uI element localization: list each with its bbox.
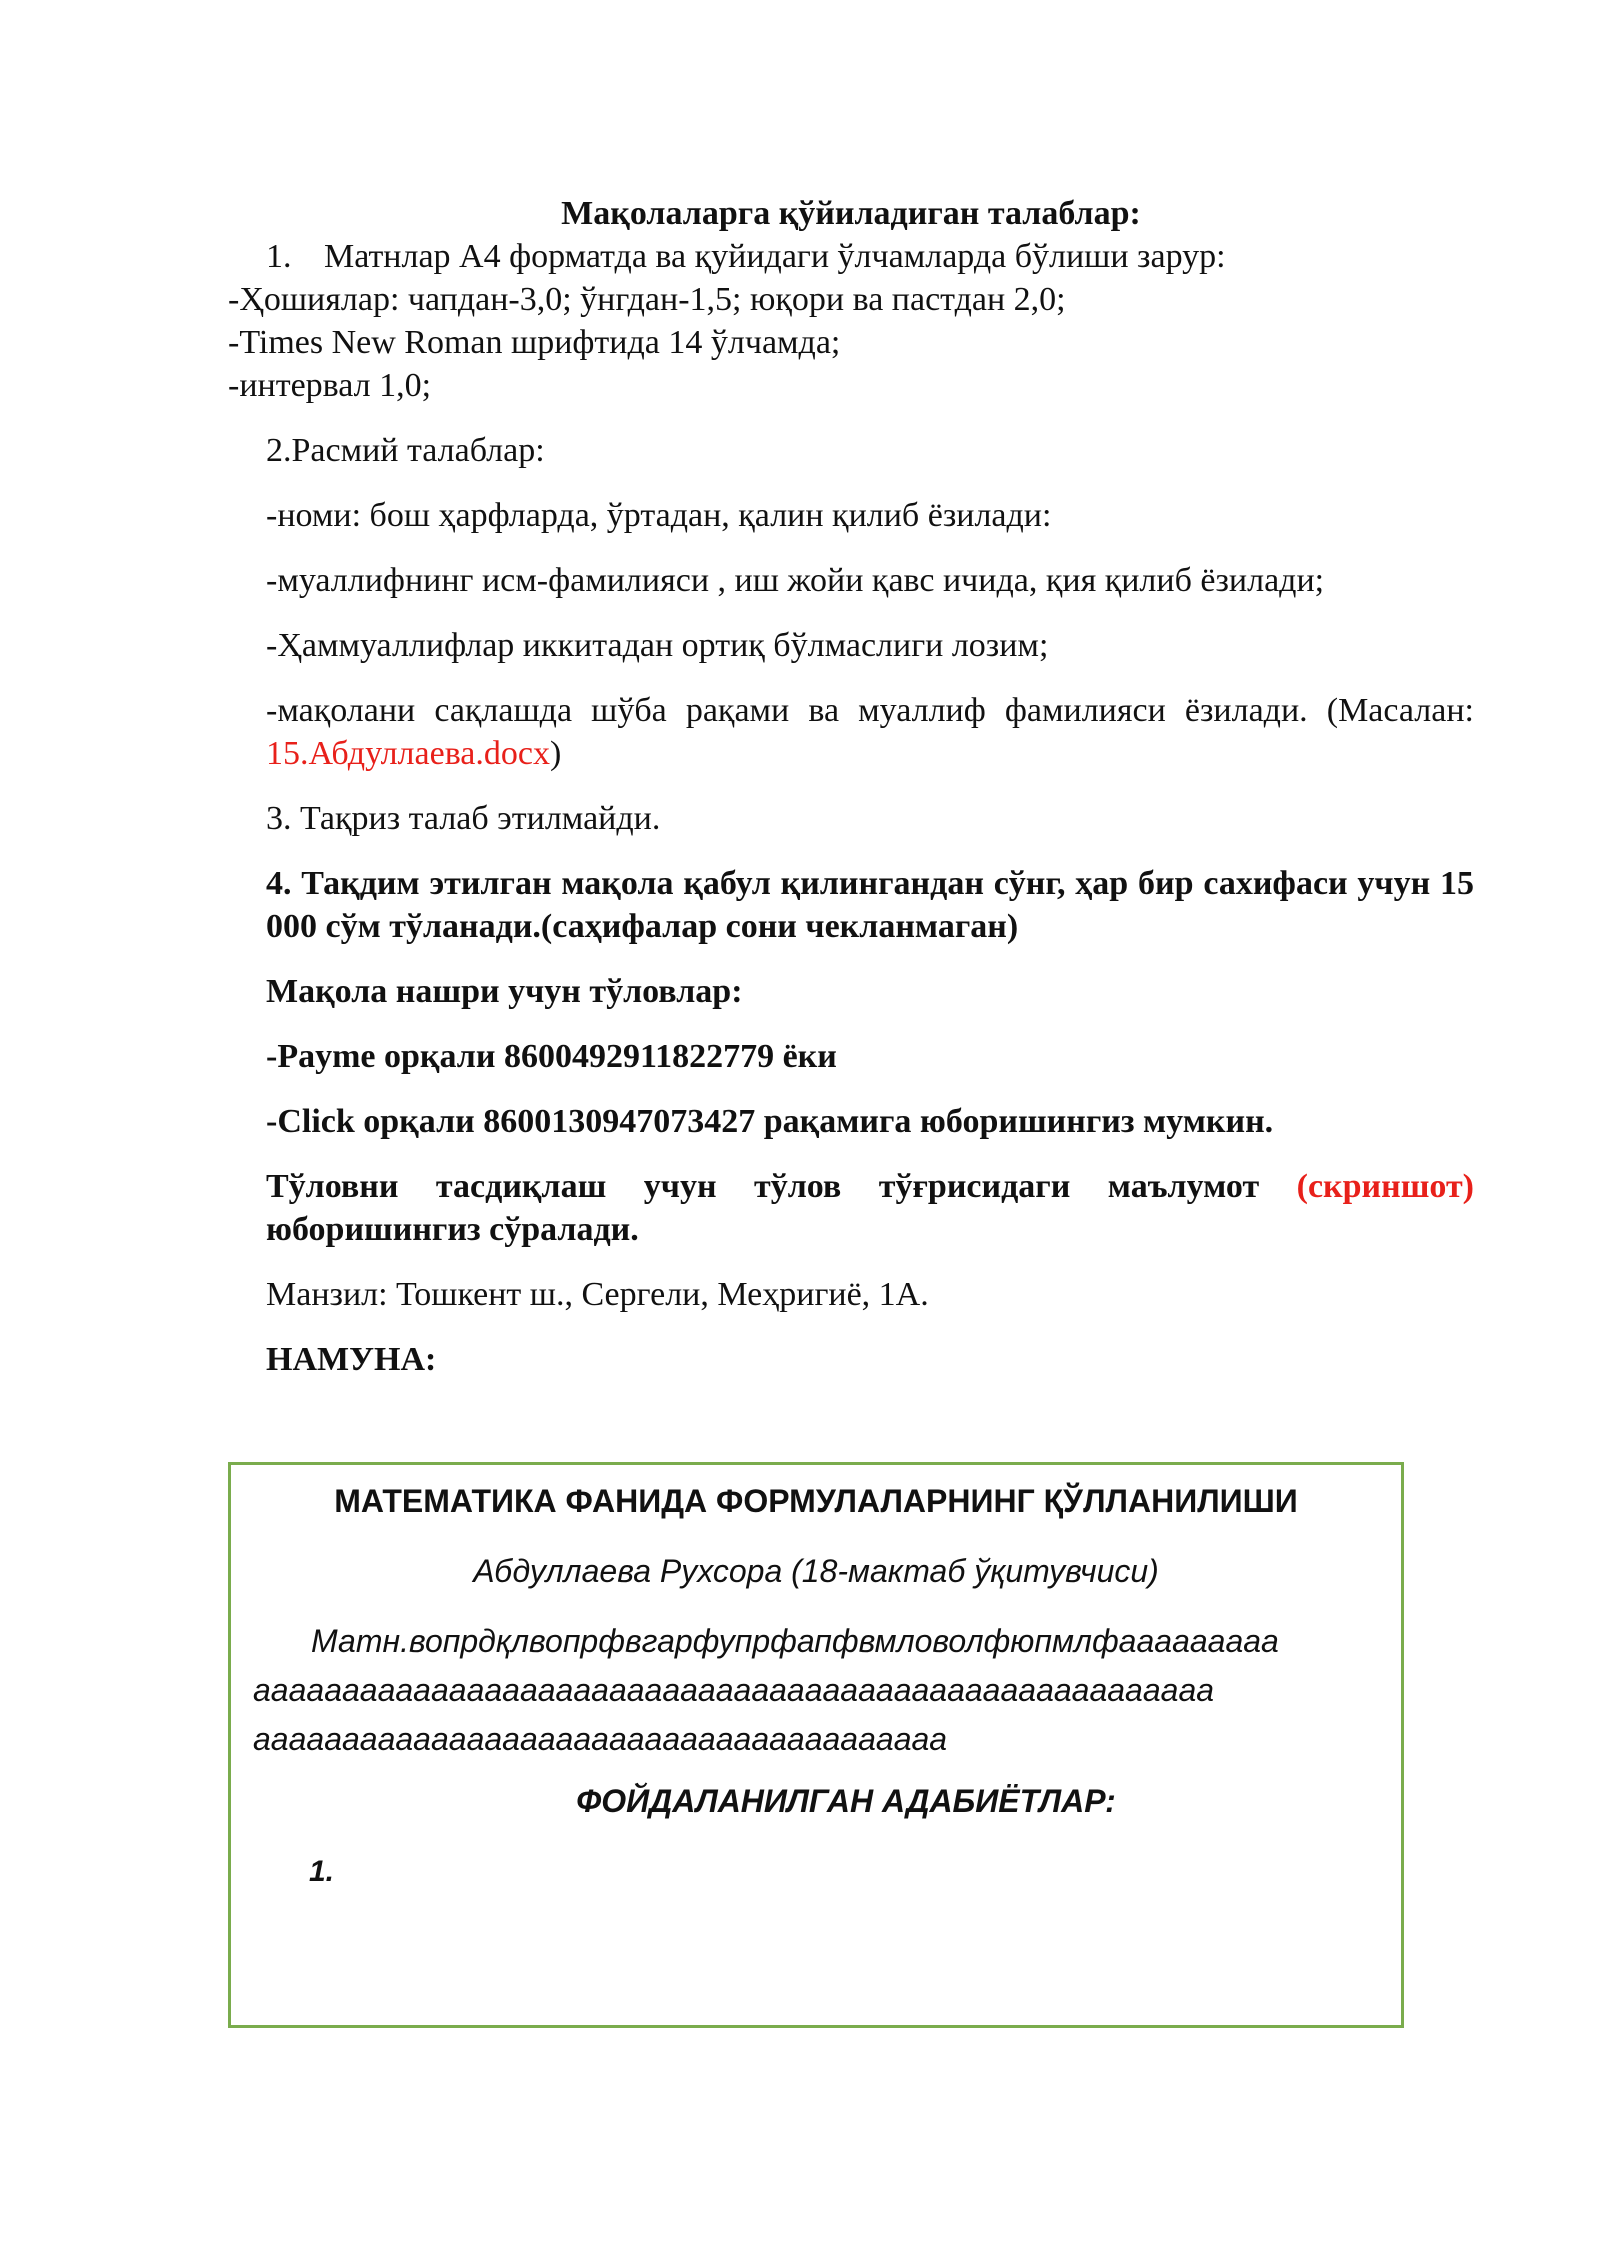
requirement-1-number: 1.	[266, 238, 292, 275]
requirement-margins: -Ҳошиялар: чапдан-3,0; ўнгдан-1,5; юқори ва пастдан 2,0;	[228, 281, 1066, 318]
references-title: ФОЙДАЛАНИЛГАН АДАБИЁТЛАР:	[576, 1783, 1116, 1819]
sample-text-line: аааааааааааааааааааааааааааааааааааааааааааааааааааааа	[253, 1672, 1215, 1708]
requirement-4: 4. Тақдим этилган мақола қабул қилингандан сўнг, ҳар бир сахифаси учун 15 000 сўм тўланади.(саҳифалар сони чекланмаган)	[266, 865, 1474, 945]
requirement-coauthors: -Ҳаммуаллифлар иккитадан ортиқ бўлмаслиги лозим;	[266, 627, 1049, 664]
payment-confirm-text: Тўловни тасдиқлаш учун тўлов тўғрисидаги маълумот	[266, 1168, 1297, 1205]
requirement-save-end: )	[550, 735, 562, 772]
sample-title: МАТЕМАТИКА ФАНИДА ФОРМУЛАЛАРНИНГ ҚЎЛЛАНИЛИШИ	[334, 1483, 1298, 1519]
requirement-save	[228, 689, 1474, 775]
address-line: Манзил: Тошкент ш., Сергели, Меҳригиё, 1А.	[266, 1276, 929, 1313]
sample-text-line: Матн.вопрдқлвопрфвгарфупрфапфвмловолфюпмлфааааааааа	[311, 1623, 1279, 1659]
payments-title: Мақола нашри учун тўловлар:	[266, 973, 743, 1010]
requirement-2: 2.Расмий талаблар:	[266, 432, 545, 469]
sample-author: Абдуллаева Рухсора (18-мактаб ўқитувчиси)	[473, 1553, 1159, 1589]
document-body	[228, 192, 1474, 1381]
sample-article-box	[228, 1462, 1404, 2028]
sample-text	[253, 1617, 1379, 1764]
document-title: Мақолаларга қўйиладиган талаблар:	[561, 195, 1141, 232]
payment-confirm	[228, 1165, 1474, 1251]
sample-text-line: ааааааааааааааааааааааааааааааааааааааа	[253, 1721, 948, 1757]
requirement-interval: -интервал 1,0;	[228, 367, 432, 404]
requirement-save-text: -мақолани сақлашда шўба рақами ва муаллиф фамилияси ёзилади. (Масалан:	[266, 692, 1474, 729]
requirement-3: 3. Тақриз талаб этилмайди.	[266, 800, 661, 837]
click-line: -Click орқали 8600130947073427 рақамига юборишингиз мумкин.	[266, 1103, 1274, 1140]
reference-item: 1.	[309, 1855, 335, 1888]
sample-label: НАМУНА:	[266, 1341, 437, 1378]
example-filename: 15.Абдуллаева.docx	[266, 735, 550, 772]
requirement-author: -муаллифнинг исм-фамилияси , иш жойи қавс ичида, қия қилиб ёзилади;	[266, 562, 1325, 599]
requirement-name: -номи: бош ҳарфларда, ўртадан, қалин қилиб ёзилади:	[266, 497, 1052, 534]
payme-line: -Payme орқали 8600492911822779 ёки	[266, 1038, 837, 1075]
requirement-1	[228, 235, 1474, 278]
requirement-font: -Times New Roman шрифтида 14 ўлчамда;	[228, 324, 841, 361]
requirement-1-text: Матнлар А4 форматда ва қуйидаги ўлчамларда бўлиши зарур:	[324, 238, 1226, 275]
screenshot-note: (скриншот)	[1296, 1168, 1474, 1205]
payment-confirm-end: юборишингиз сўралади.	[266, 1211, 639, 1248]
